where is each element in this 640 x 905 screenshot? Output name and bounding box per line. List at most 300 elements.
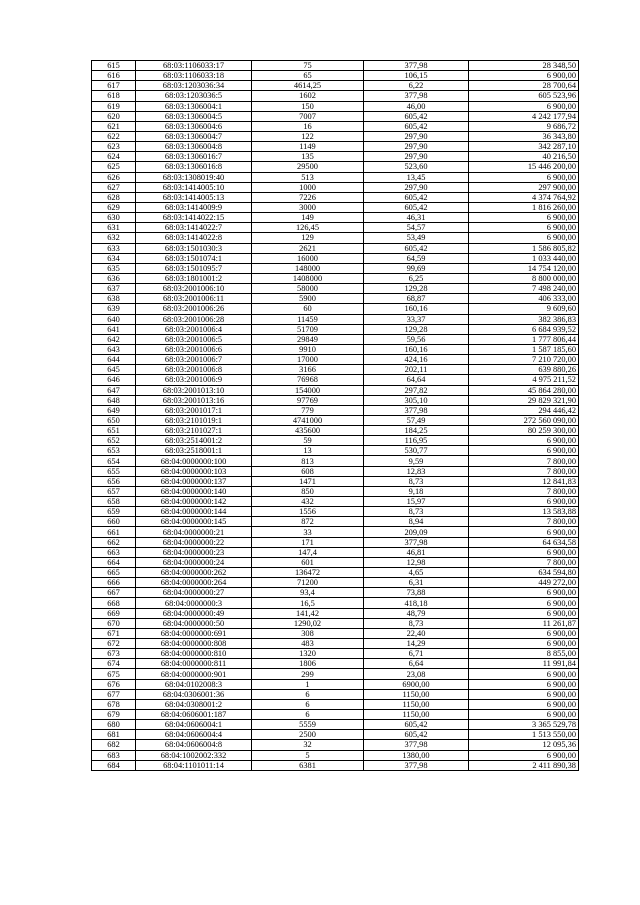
area-value: 16000: [252, 253, 364, 263]
table-body: [92, 61, 579, 771]
rate-value: 377,98: [364, 760, 469, 770]
total-value: 449 272,00: [469, 578, 579, 588]
area-value: 2500: [252, 730, 364, 740]
total-value: 272 560 090,00: [469, 415, 579, 425]
rate-value: 523,60: [364, 162, 469, 172]
rate-value: 9,18: [364, 486, 469, 496]
row-number: 675: [92, 669, 136, 679]
total-value: 6 900,00: [469, 71, 579, 81]
rate-value: 33,37: [364, 314, 469, 324]
cadastral-number: 68:03:1501074:1: [136, 253, 252, 263]
cadastral-number: 68:04:0606004:1: [136, 720, 252, 730]
cadastral-number: 68:03:1106033:17: [136, 61, 252, 71]
table-row: [92, 365, 579, 375]
table-row: [92, 121, 579, 131]
row-number: 682: [92, 740, 136, 750]
table-row: [92, 598, 579, 608]
row-number: 670: [92, 618, 136, 628]
total-value: 40 216,50: [469, 152, 579, 162]
area-value: 7226: [252, 192, 364, 202]
table-row: [92, 101, 579, 111]
total-value: 605 523,96: [469, 91, 579, 101]
cadastral-number: 68:04:0000000:142: [136, 497, 252, 507]
rate-value: 54,57: [364, 223, 469, 233]
rate-value: 605,42: [364, 192, 469, 202]
total-value: 6 900,00: [469, 588, 579, 598]
table-row: [92, 476, 579, 486]
table-row: [92, 294, 579, 304]
table-row: [92, 243, 579, 253]
area-value: 1408000: [252, 273, 364, 283]
row-number: 676: [92, 679, 136, 689]
table-row: [92, 304, 579, 314]
cadastral-number: 68:03:1306004:5: [136, 111, 252, 121]
total-value: 6 900,00: [469, 699, 579, 709]
row-number: 642: [92, 334, 136, 344]
total-value: 29 829 321,90: [469, 395, 579, 405]
area-value: 4614,25: [252, 81, 364, 91]
rate-value: 530,77: [364, 446, 469, 456]
rate-value: 6,25: [364, 273, 469, 283]
rate-value: 59,56: [364, 334, 469, 344]
rate-value: 116,95: [364, 436, 469, 446]
rate-value: 8,73: [364, 476, 469, 486]
area-value: 4741000: [252, 415, 364, 425]
cadastral-number: 68:04:0000000:808: [136, 639, 252, 649]
table-row: [92, 730, 579, 740]
cadastral-number: 68:03:1414022:15: [136, 213, 252, 223]
table-row: [92, 537, 579, 547]
area-value: 1471: [252, 476, 364, 486]
table-row: [92, 91, 579, 101]
area-value: 71200: [252, 578, 364, 588]
table-row: [92, 284, 579, 294]
table-row: [92, 192, 579, 202]
area-value: 5559: [252, 720, 364, 730]
total-value: 6 900,00: [469, 639, 579, 649]
table-row: [92, 760, 579, 770]
total-value: 28 348,50: [469, 61, 579, 71]
total-value: 12 095,36: [469, 740, 579, 750]
total-value: 634 594,80: [469, 568, 579, 578]
cadastral-number: 68:04:0000000:49: [136, 608, 252, 618]
table-row: [92, 253, 579, 263]
cadastral-number: 68:04:0000000:3: [136, 598, 252, 608]
total-value: 1 816 260,00: [469, 202, 579, 212]
rate-value: 46,31: [364, 213, 469, 223]
cadastral-number: 68:03:2001006:28: [136, 314, 252, 324]
total-value: 1 777 806,44: [469, 334, 579, 344]
area-value: 1556: [252, 507, 364, 517]
cadastral-number: 68:04:0606001:187: [136, 710, 252, 720]
rate-value: 6,31: [364, 578, 469, 588]
cadastral-number: 68:03:1801001:2: [136, 273, 252, 283]
table-row: [92, 669, 579, 679]
total-value: 6 900,00: [469, 679, 579, 689]
area-value: 779: [252, 405, 364, 415]
rate-value: 64,64: [364, 375, 469, 385]
area-value: 6: [252, 699, 364, 709]
cadastral-number: 68:04:0306001:36: [136, 689, 252, 699]
total-value: 1 586 805,82: [469, 243, 579, 253]
table-row: [92, 152, 579, 162]
cadastral-number: 68:03:1414005:13: [136, 192, 252, 202]
row-number: 673: [92, 649, 136, 659]
total-value: 9 609,60: [469, 304, 579, 314]
area-value: 33: [252, 527, 364, 537]
total-value: 7 498 240,00: [469, 284, 579, 294]
table-row: [92, 334, 579, 344]
area-value: 97769: [252, 395, 364, 405]
total-value: 6 900,00: [469, 101, 579, 111]
cadastral-number: 68:03:2001013:16: [136, 395, 252, 405]
row-number: 640: [92, 314, 136, 324]
total-value: 6 900,00: [469, 669, 579, 679]
row-number: 624: [92, 152, 136, 162]
total-value: 7 800,00: [469, 517, 579, 527]
total-value: 6 900,00: [469, 710, 579, 720]
area-value: 872: [252, 517, 364, 527]
row-number: 658: [92, 497, 136, 507]
table-row: [92, 618, 579, 628]
row-number: 656: [92, 476, 136, 486]
rate-value: 129,28: [364, 284, 469, 294]
cadastral-number: 68:04:0000000:140: [136, 486, 252, 496]
cadastral-number: 68:04:0000000:137: [136, 476, 252, 486]
total-value: 6 900,00: [469, 213, 579, 223]
table-row: [92, 223, 579, 233]
total-value: 406 333,00: [469, 294, 579, 304]
rate-value: 160,16: [364, 304, 469, 314]
cadastral-number: 68:04:0000000:24: [136, 557, 252, 567]
cadastral-number: 68:03:2001006:26: [136, 304, 252, 314]
table-row: [92, 61, 579, 71]
rate-value: 6900,00: [364, 679, 469, 689]
row-number: 618: [92, 91, 136, 101]
area-value: 1000: [252, 182, 364, 192]
rate-value: 106,15: [364, 71, 469, 81]
area-value: 93,4: [252, 588, 364, 598]
table-row: [92, 436, 579, 446]
area-value: 135: [252, 152, 364, 162]
row-number: 650: [92, 415, 136, 425]
total-value: 9 686,72: [469, 121, 579, 131]
row-number: 649: [92, 405, 136, 415]
area-value: 9910: [252, 344, 364, 354]
rate-value: 1150,00: [364, 689, 469, 699]
total-value: 7 210 720,00: [469, 355, 579, 365]
total-value: 297 900,00: [469, 182, 579, 192]
rate-value: 297,90: [364, 152, 469, 162]
area-value: 32: [252, 740, 364, 750]
area-value: 29849: [252, 334, 364, 344]
rate-value: 605,42: [364, 243, 469, 253]
table-row: [92, 639, 579, 649]
rate-value: 8,73: [364, 618, 469, 628]
row-number: 626: [92, 172, 136, 182]
cadastral-number: 68:03:2518001:1: [136, 446, 252, 456]
table-row: [92, 344, 579, 354]
rate-value: 6,22: [364, 81, 469, 91]
area-value: 150: [252, 101, 364, 111]
rate-value: 6,64: [364, 659, 469, 669]
cadastral-number: 68:03:2001006:6: [136, 344, 252, 354]
row-number: 617: [92, 81, 136, 91]
area-value: 76968: [252, 375, 364, 385]
total-value: 12 841,83: [469, 476, 579, 486]
table-row: [92, 486, 579, 496]
area-value: 11459: [252, 314, 364, 324]
rate-value: 53,49: [364, 233, 469, 243]
cadastral-number: 68:03:1308019:40: [136, 172, 252, 182]
table-row: [92, 527, 579, 537]
total-value: 11 261,87: [469, 618, 579, 628]
area-value: 13: [252, 446, 364, 456]
total-value: 80 259 300,00: [469, 426, 579, 436]
row-number: 651: [92, 426, 136, 436]
area-value: 601: [252, 557, 364, 567]
area-value: 5900: [252, 294, 364, 304]
total-value: 4 975 211,52: [469, 375, 579, 385]
area-value: 65: [252, 71, 364, 81]
cadastral-number: 68:04:0606004:8: [136, 740, 252, 750]
row-number: 679: [92, 710, 136, 720]
table-row: [92, 689, 579, 699]
table-row: [92, 699, 579, 709]
area-value: 147,4: [252, 547, 364, 557]
data-table: [91, 60, 579, 771]
rate-value: 377,98: [364, 61, 469, 71]
row-number: 629: [92, 202, 136, 212]
row-number: 669: [92, 608, 136, 618]
rate-value: 9,59: [364, 456, 469, 466]
area-value: 136472: [252, 568, 364, 578]
table-row: [92, 395, 579, 405]
cadastral-number: 68:04:0102008:3: [136, 679, 252, 689]
table-row: [92, 679, 579, 689]
table-row: [92, 456, 579, 466]
row-number: 674: [92, 659, 136, 669]
total-value: 7 800,00: [469, 486, 579, 496]
rate-value: 305,10: [364, 395, 469, 405]
area-value: 513: [252, 172, 364, 182]
total-value: 6 900,00: [469, 436, 579, 446]
rate-value: 297,82: [364, 385, 469, 395]
row-number: 627: [92, 182, 136, 192]
row-number: 634: [92, 253, 136, 263]
table-row: [92, 355, 579, 365]
rate-value: 8,94: [364, 517, 469, 527]
total-value: 45 864 280,00: [469, 385, 579, 395]
rate-value: 68,87: [364, 294, 469, 304]
table-row: [92, 385, 579, 395]
cadastral-number: 68:04:0000000:901: [136, 669, 252, 679]
rate-value: 605,42: [364, 111, 469, 121]
area-value: 432: [252, 497, 364, 507]
cadastral-number: 68:03:2001006:4: [136, 324, 252, 334]
total-value: 6 900,00: [469, 598, 579, 608]
row-number: 643: [92, 344, 136, 354]
area-value: 1320: [252, 649, 364, 659]
rate-value: 184,25: [364, 426, 469, 436]
area-value: 126,45: [252, 223, 364, 233]
rate-value: 605,42: [364, 730, 469, 740]
table-row: [92, 71, 579, 81]
row-number: 625: [92, 162, 136, 172]
rate-value: 99,69: [364, 263, 469, 273]
total-value: 6 900,00: [469, 750, 579, 760]
total-value: 382 386,83: [469, 314, 579, 324]
table-row: [92, 740, 579, 750]
row-number: 615: [92, 61, 136, 71]
cadastral-number: 68:04:1002002:332: [136, 750, 252, 760]
table-row: [92, 162, 579, 172]
row-number: 616: [92, 71, 136, 81]
cadastral-number: 68:04:0000000:100: [136, 456, 252, 466]
area-value: 308: [252, 628, 364, 638]
area-value: 1290,02: [252, 618, 364, 628]
cadastral-number: 68:03:1306004:1: [136, 101, 252, 111]
table-row: [92, 588, 579, 598]
area-value: 7007: [252, 111, 364, 121]
row-number: 684: [92, 760, 136, 770]
total-value: 64 634,58: [469, 537, 579, 547]
area-value: 1602: [252, 91, 364, 101]
table-row: [92, 507, 579, 517]
total-value: 13 583,88: [469, 507, 579, 517]
total-value: 6 900,00: [469, 608, 579, 618]
cadastral-number: 68:04:0000000:21: [136, 527, 252, 537]
cadastral-number: 68:04:0000000:23: [136, 547, 252, 557]
row-number: 683: [92, 750, 136, 760]
row-number: 630: [92, 213, 136, 223]
table-row: [92, 263, 579, 273]
row-number: 665: [92, 568, 136, 578]
area-value: 51709: [252, 324, 364, 334]
cadastral-number: 68:03:1306004:8: [136, 142, 252, 152]
total-value: 6 900,00: [469, 497, 579, 507]
row-number: 644: [92, 355, 136, 365]
row-number: 631: [92, 223, 136, 233]
cadastral-number: 68:03:2001006:5: [136, 334, 252, 344]
row-number: 662: [92, 537, 136, 547]
total-value: 11 991,84: [469, 659, 579, 669]
total-value: 6 900,00: [469, 233, 579, 243]
cadastral-number: 68:03:2001006:9: [136, 375, 252, 385]
total-value: 36 343,80: [469, 131, 579, 141]
row-number: 632: [92, 233, 136, 243]
row-number: 620: [92, 111, 136, 121]
area-value: 5: [252, 750, 364, 760]
area-value: 154000: [252, 385, 364, 395]
rate-value: 377,98: [364, 91, 469, 101]
total-value: 1 513 550,00: [469, 730, 579, 740]
rate-value: 377,98: [364, 740, 469, 750]
area-value: 850: [252, 486, 364, 496]
cadastral-number: 68:04:0308001:2: [136, 699, 252, 709]
table-row: [92, 233, 579, 243]
rate-value: 12,98: [364, 557, 469, 567]
rate-value: 22,40: [364, 628, 469, 638]
rate-value: 1150,00: [364, 710, 469, 720]
table-row: [92, 314, 579, 324]
row-number: 667: [92, 588, 136, 598]
cadastral-number: 68:03:2001017:1: [136, 405, 252, 415]
cadastral-number: 68:04:0000000:50: [136, 618, 252, 628]
table-row: [92, 202, 579, 212]
area-value: 58000: [252, 284, 364, 294]
row-number: 655: [92, 466, 136, 476]
total-value: 342 287,10: [469, 142, 579, 152]
rate-value: 418,18: [364, 598, 469, 608]
total-value: 7 800,00: [469, 456, 579, 466]
area-value: 1: [252, 679, 364, 689]
cadastral-number: 68:03:1306004:7: [136, 131, 252, 141]
total-value: 294 446,42: [469, 405, 579, 415]
row-number: 638: [92, 294, 136, 304]
cadastral-number: 68:03:1203036:5: [136, 91, 252, 101]
table-row: [92, 557, 579, 567]
cadastral-number: 68:03:1106033:18: [136, 71, 252, 81]
table-row: [92, 324, 579, 334]
area-value: 16,5: [252, 598, 364, 608]
area-value: 608: [252, 466, 364, 476]
cadastral-number: 68:03:1306016:8: [136, 162, 252, 172]
row-number: 628: [92, 192, 136, 202]
area-value: 3166: [252, 365, 364, 375]
cadastral-number: 68:04:0000000:145: [136, 517, 252, 527]
row-number: 654: [92, 456, 136, 466]
row-number: 623: [92, 142, 136, 152]
row-number: 652: [92, 436, 136, 446]
area-value: 813: [252, 456, 364, 466]
area-value: 59: [252, 436, 364, 446]
total-value: 28 700,64: [469, 81, 579, 91]
area-value: 6: [252, 710, 364, 720]
rate-value: 202,11: [364, 365, 469, 375]
row-number: 659: [92, 507, 136, 517]
table-row: [92, 131, 579, 141]
total-value: 7 800,00: [469, 466, 579, 476]
table-row: [92, 466, 579, 476]
row-number: 661: [92, 527, 136, 537]
row-number: 681: [92, 730, 136, 740]
rate-value: 160,16: [364, 344, 469, 354]
cadastral-number: 68:03:2001013:10: [136, 385, 252, 395]
area-value: 1806: [252, 659, 364, 669]
cadastral-number: 68:03:1203036:34: [136, 81, 252, 91]
table-row: [92, 497, 579, 507]
cadastral-number: 68:04:0000000:103: [136, 466, 252, 476]
row-number: 668: [92, 598, 136, 608]
table-row: [92, 415, 579, 425]
cadastral-number: 68:04:0000000:262: [136, 568, 252, 578]
row-number: 663: [92, 547, 136, 557]
rate-value: 377,98: [364, 537, 469, 547]
table-row: [92, 213, 579, 223]
table-row: [92, 659, 579, 669]
cadastral-number: 68:03:2001006:7: [136, 355, 252, 365]
total-value: 8 800 000,00: [469, 273, 579, 283]
table-row: [92, 405, 579, 415]
rate-value: 6,71: [364, 649, 469, 659]
row-number: 639: [92, 304, 136, 314]
total-value: 6 900,00: [469, 547, 579, 557]
area-value: 141,42: [252, 608, 364, 618]
table-row: [92, 628, 579, 638]
rate-value: 377,98: [364, 405, 469, 415]
table-row: [92, 568, 579, 578]
